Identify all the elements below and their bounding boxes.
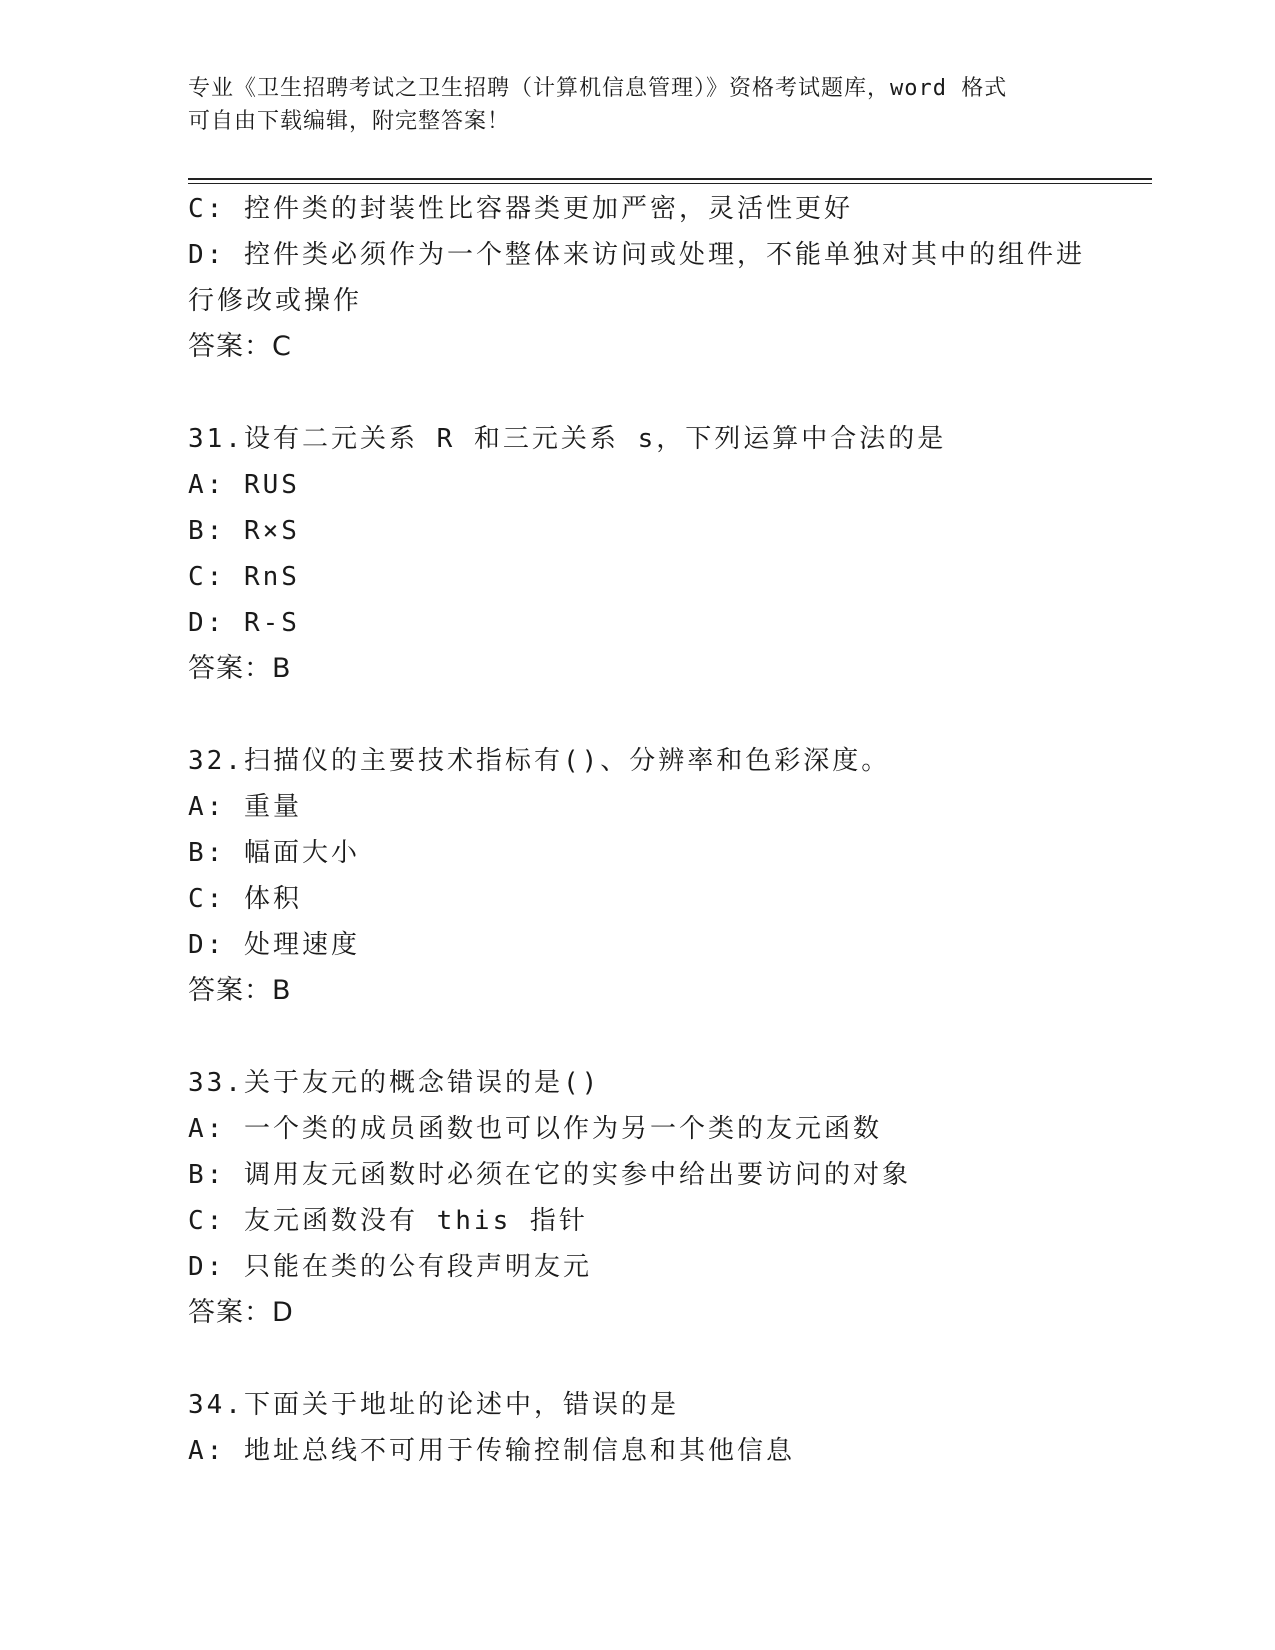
option-b: B: 调用友元函数时必须在它的实参中给出要访问的对象	[188, 1160, 911, 1190]
option-b: B: R×S	[188, 516, 300, 546]
answer: 答案：B	[188, 653, 292, 684]
option-c: C: 体积	[188, 884, 302, 914]
option-a: A: 一个类的成员函数也可以作为另一个类的友元函数	[188, 1114, 882, 1144]
answer: 答案：C	[188, 331, 292, 362]
question-31	[188, 416, 1088, 692]
document-header	[188, 72, 1068, 138]
answer: 答案：D	[188, 1297, 294, 1328]
option-a: A: 地址总线不可用于传输控制信息和其他信息	[188, 1436, 795, 1466]
option-c: C: 友元函数没有 this 指针	[188, 1206, 588, 1236]
option-d: D: R-S	[188, 608, 300, 638]
option-d: D: 控件类必须作为一个整体来访问或处理，不能单独对其中的组件进	[188, 240, 1085, 270]
option-b: B: 幅面大小	[188, 838, 360, 868]
question-text: 33.关于友元的概念错误的是()	[188, 1068, 601, 1098]
option-c: C: RnS	[188, 562, 300, 592]
option-a: A: RUS	[188, 470, 300, 500]
question-text: 31.设有二元关系 R 和三元关系 s，下列运算中合法的是	[188, 424, 947, 454]
option-a: A: 重量	[188, 792, 302, 822]
question-text: 34.下面关于地址的论述中，错误的是	[188, 1390, 679, 1420]
option-d-continued: 行修改或操作	[188, 286, 363, 316]
answer: 答案：B	[188, 975, 292, 1006]
header-divider	[188, 178, 1152, 180]
question-text: 32.扫描仪的主要技术指标有()、分辨率和色彩深度。	[188, 746, 891, 776]
option-c: C: 控件类的封装性比容器类更加严密，灵活性更好	[188, 194, 853, 224]
header-line-1: 专业《卫生招聘考试之卫生招聘（计算机信息管理）》资格考试题库，word 格式	[188, 76, 1008, 101]
question-30-continuation	[188, 186, 1088, 370]
question-34	[188, 1382, 1088, 1474]
option-d: D: 只能在类的公有段声明友元	[188, 1252, 592, 1282]
question-33	[188, 1060, 1088, 1336]
header-line-2: 可自由下载编辑，附完整答案！	[188, 109, 511, 134]
question-32	[188, 738, 1088, 1014]
option-d: D: 处理速度	[188, 930, 360, 960]
question-list	[188, 186, 1088, 1474]
header-divider-thin	[188, 183, 1152, 184]
